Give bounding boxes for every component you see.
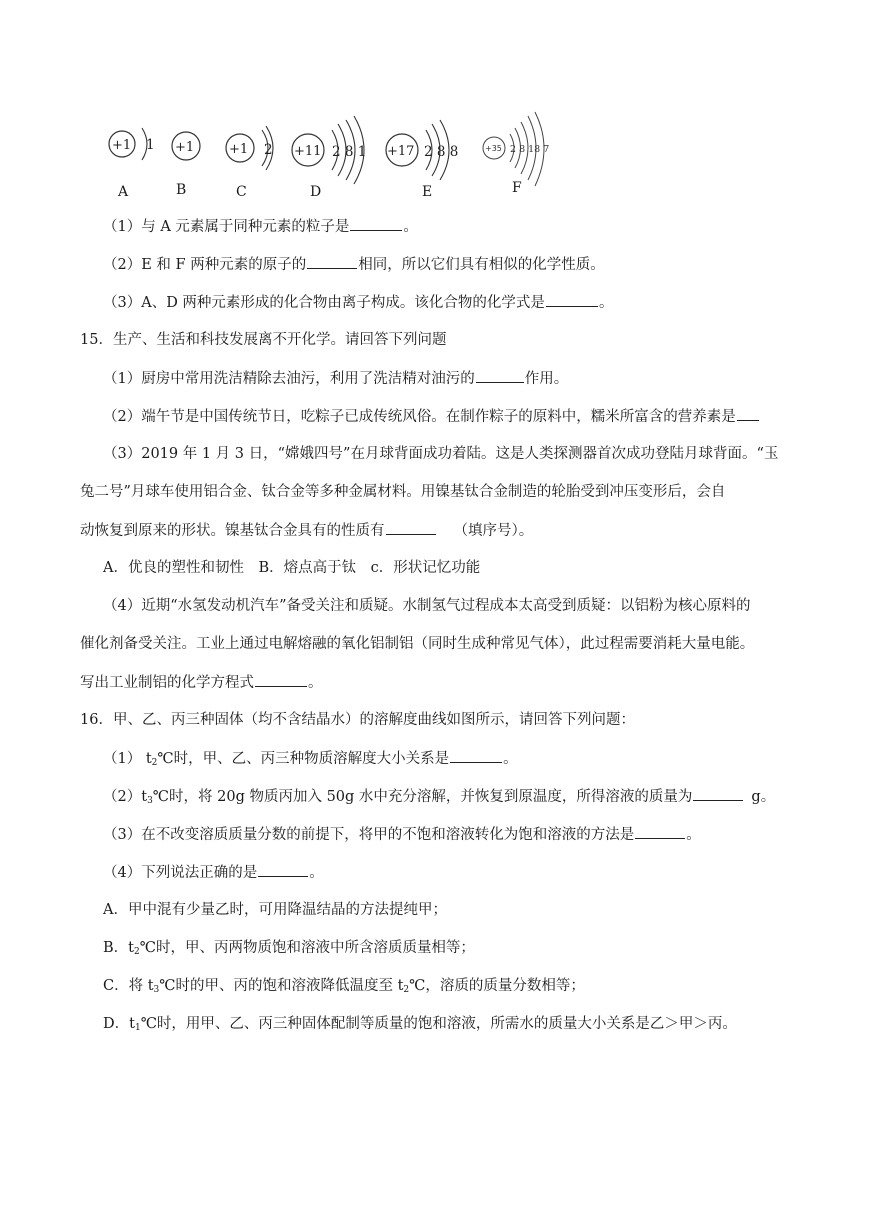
q15-part1-text: （1）厨房中常用洗洁精除去油污，利用了洗洁精对油污的 [103, 371, 475, 387]
atom-f-label: F [512, 180, 522, 196]
q16-part2-end: g。 [751, 789, 776, 805]
q16-part2-text: ℃时，将 20g 物质丙加入 50g 水中充分溶解，并恢复到原温度，所得溶液的质量为 [152, 789, 693, 805]
q16-part4-end: 。 [309, 865, 324, 881]
q15-part2-text: （2）端午节是中国传统节日，吃粽子已成传统风俗。在制作粽子的原料中，糯米所富含的营养素是 [103, 409, 736, 425]
q14-part3 [103, 292, 613, 313]
answer-blank[interactable] [350, 216, 402, 231]
atom-b-nucleus: +1 [175, 140, 195, 155]
option-b-prefix: B．t [103, 940, 134, 956]
atom-f-nucleus: +35 [485, 144, 502, 153]
q16-title: 16．甲、乙、丙三种固体（均不含结晶水）的溶解度曲线如图所示，请回答下列问题： [80, 712, 635, 728]
q15-part3-line1: （3）2019 年 1 月 3 日，“嫦娥四号”在月球背面成功着陆。这是人类探测器首次成功登陆月球背面。“玉 [103, 446, 779, 462]
q15-part4-line2: 催化剂备受关注。工业上通过电解熔融的氧化铝制铝（同时生成种常见气体），此过程需要消耗大量电能。 [80, 636, 755, 652]
atom-e-label: E [422, 184, 433, 200]
atom-e-shells: 2 8 8 [424, 144, 459, 160]
answer-blank[interactable] [693, 786, 743, 801]
atom-b-drawing [170, 108, 210, 188]
atom-c-nucleus: +1 [229, 142, 249, 157]
q16-part2-prefix: （2）t [103, 789, 148, 805]
q16-part4 [103, 862, 324, 883]
atom-e [384, 108, 474, 208]
subscript: 2 [403, 985, 410, 995]
q16-part3-end: 。 [686, 827, 701, 843]
answer-blank[interactable] [258, 862, 308, 877]
atom-a-drawing [108, 108, 168, 188]
atom-c [224, 108, 284, 208]
subscript: 2 [151, 758, 158, 768]
q14-part2-end: 相同，所以它们具有相似的化学性质。 [358, 257, 605, 273]
subscript: 1 [134, 1023, 141, 1033]
atom-d-drawing [290, 108, 380, 188]
option-c-end: ℃，溶质的质量分数相等； [409, 978, 585, 994]
answer-blank[interactable] [476, 368, 524, 383]
q16-option-b [103, 938, 475, 958]
q15-part4-line3 [80, 672, 323, 693]
q16-part4-text: （4）下列说法正确的是 [103, 865, 258, 881]
answer-blank[interactable] [307, 254, 357, 269]
q15-part3-text: 动恢复到原来的形状。镍基钛合金具有的性质有 [80, 523, 385, 539]
q16-part3-text: （3）在不改变溶质质量分数的前提下，将甲的不饱和溶液转化为饱和溶液的方法是 [103, 827, 635, 843]
q14-part2 [103, 254, 605, 275]
q15-part4-text: 写出工业制铝的化学方程式 [80, 675, 254, 691]
option-c-prefix: C．将 t [103, 978, 154, 994]
option-d-text: ℃时，用甲、乙、丙三种固体配制等质量的饱和溶液，所需水的质量大小关系是乙＞甲＞丙。 [140, 1016, 737, 1032]
q16-part3 [103, 824, 701, 845]
atom-a-shells: 1 [146, 137, 155, 153]
q15-part1 [103, 368, 568, 389]
atom-f-shells: 2 8 18 7 [510, 144, 550, 155]
atom-d-shells: 2 8 1 [332, 144, 367, 160]
q16-part2 [103, 786, 775, 807]
atom-b [170, 108, 210, 208]
q16-option-a: A．甲中混有少量乙时，可用降温结晶的方法提纯甲； [103, 902, 447, 918]
q15-part4-end: 。 [308, 675, 323, 691]
q16-option-c [103, 976, 585, 996]
answer-blank[interactable] [450, 748, 502, 763]
subscript: 2 [133, 947, 140, 957]
atom-b-label: B [176, 182, 187, 198]
q14-part3-text: （3）A、D 两种元素形成的化合物由离子构成。该化合物的化学式是 [103, 295, 545, 311]
subscript: 3 [147, 796, 153, 806]
q16-option-d [103, 1014, 737, 1034]
atom-f-drawing [480, 108, 570, 188]
option-c-text: ℃时的甲、丙的饱和溶液降低温度至 t [159, 978, 404, 994]
q15-part4-line1: （4）近期“水氢发动机汽车”备受关注和质疑。水制氢气过程成本太高受到质疑：以铝粉为核心原料的 [103, 598, 751, 614]
q15-part3-line2: 兔二号”月球车使用铝合金、钛合金等多种金属材料。用镍基钛合金制造的轮胎受到冲压变形后，会自 [80, 484, 726, 500]
answer-blank[interactable] [546, 292, 598, 307]
q14-part1 [103, 216, 418, 237]
atom-e-nucleus: +17 [387, 144, 415, 159]
answer-blank[interactable] [386, 520, 436, 535]
q16-part1-prefix: （1） t [103, 751, 152, 767]
answer-blank[interactable] [635, 824, 685, 839]
subscript: 3 [153, 985, 160, 995]
q16-part1-text: ℃时，甲、乙、丙三种物质溶解度大小关系是 [157, 751, 450, 767]
answer-blank[interactable] [255, 672, 307, 687]
q14-part3-end: 。 [598, 295, 614, 311]
q14-part1-text: （1）与 A 元素属于同种元素的粒子是 [103, 219, 350, 235]
atom-structure-diagram [100, 108, 580, 208]
atom-c-label: C [236, 184, 247, 200]
q16-part1 [103, 748, 518, 769]
atom-d [290, 108, 380, 208]
atom-e-drawing [384, 108, 474, 188]
atom-c-shells: 2 [264, 142, 273, 158]
q15-title: 15．生产、生活和科技发展离不开化学。请回答下列问题 [80, 332, 447, 348]
atom-a-label: A [118, 184, 129, 200]
q15-part2 [103, 406, 760, 427]
atom-a-nucleus: +1 [112, 138, 132, 153]
q15-part3-end: （填序号）。 [453, 523, 534, 539]
q15-options: A．优良的塑性和韧性 B．熔点高于钛 c．形状记忆功能 [103, 560, 481, 576]
atom-d-label: D [310, 184, 322, 200]
q15-part1-end: 作用。 [524, 371, 569, 387]
atom-a [108, 108, 168, 208]
q15-part3-line3 [80, 520, 533, 541]
q14-part1-end: 。 [403, 219, 418, 235]
atom-f [480, 108, 570, 208]
q14-part2-text: （2）E 和 F 两种元素的原子的 [103, 257, 307, 273]
q16-part1-end: 。 [503, 751, 518, 767]
option-b-text: ℃时，甲、丙两物质饱和溶液中所含溶质质量相等； [139, 940, 475, 956]
atom-d-nucleus: +11 [294, 144, 322, 159]
answer-blank[interactable] [737, 406, 759, 421]
option-d-prefix: D．t [103, 1016, 135, 1032]
atom-c-drawing [224, 108, 284, 188]
